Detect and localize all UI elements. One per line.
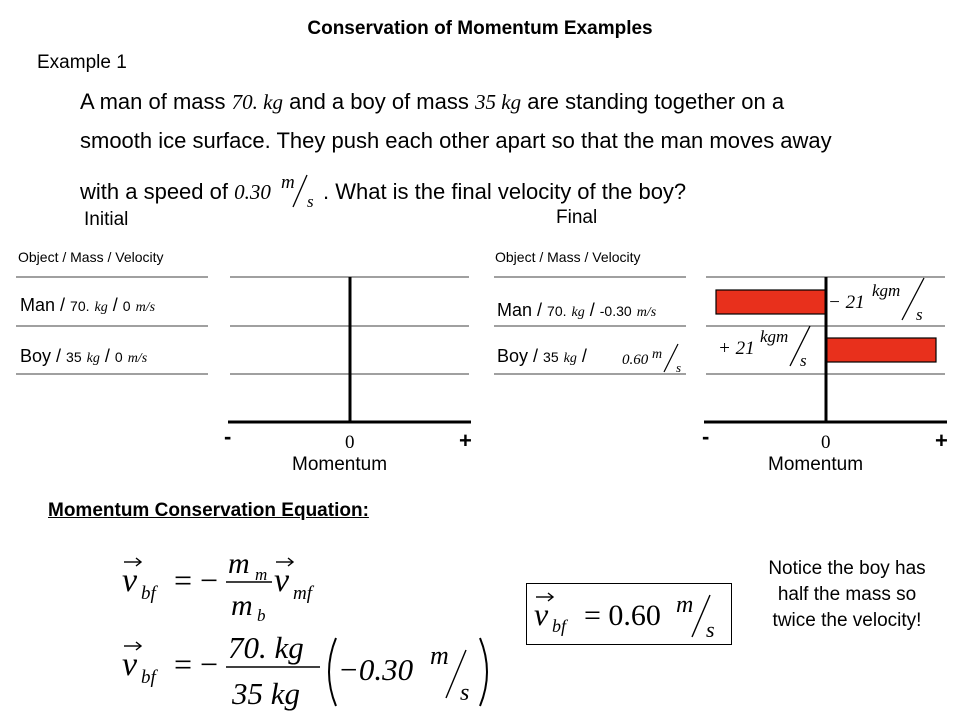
- equation-1: [110, 545, 370, 625]
- result-value: = 0.60: [584, 599, 661, 632]
- rhs-symbol: v: [274, 562, 290, 599]
- mass-unit: kg: [94, 300, 108, 315]
- result-equation: [528, 585, 728, 643]
- mass-value: 70.: [547, 303, 567, 319]
- denominator: 35 kg: [232, 676, 301, 711]
- final-momentum-chart: [702, 272, 952, 472]
- lhs-symbol: v: [122, 646, 138, 683]
- unit-denominator: s: [306, 192, 314, 211]
- separator: /: [576, 346, 587, 366]
- unit-numerator: kgm: [760, 327, 789, 346]
- problem-text: and a boy of mass: [289, 89, 469, 114]
- equals-minus: = −: [174, 646, 219, 682]
- mass-unit: kg: [86, 351, 100, 366]
- separator: /: [528, 346, 544, 366]
- separator: /: [55, 295, 71, 315]
- plus-sign: +: [459, 428, 472, 453]
- zero-label: 0: [345, 432, 355, 453]
- note-text: Notice the boy has half the mass so twice the velocity!: [768, 558, 926, 631]
- unit-denominator: s: [706, 617, 715, 642]
- velocity-value: -0.30: [599, 303, 632, 319]
- separator: /: [51, 346, 67, 366]
- velocity-value: 0: [114, 349, 123, 365]
- object-name: Boy: [497, 346, 529, 366]
- mass-value: 70.: [70, 298, 90, 314]
- example-label: Example 1: [37, 52, 127, 73]
- velocity-unit: m/s: [127, 351, 148, 366]
- boy-momentum-label: [718, 326, 810, 370]
- final-column-header: Object / Mass / Velocity: [495, 249, 641, 265]
- man-momentum-label: [828, 278, 924, 324]
- problem-text: A man of mass: [80, 89, 226, 114]
- unit-numerator: m: [676, 592, 694, 618]
- object-name: Man: [20, 295, 56, 315]
- unit-denominator: s: [916, 305, 923, 324]
- page-title: Conservation of Momentum Examples: [307, 18, 653, 39]
- object-name: Boy: [20, 346, 52, 366]
- right-paren: [480, 638, 487, 706]
- minus-sign: -: [702, 424, 710, 449]
- velocity-unit: m/s: [135, 300, 156, 315]
- separator: /: [107, 295, 123, 315]
- unit-numerator: m: [280, 172, 295, 193]
- unit-numerator: kgm: [872, 281, 901, 300]
- separator: /: [532, 300, 548, 320]
- unit-numerator: m: [430, 641, 449, 670]
- lhs-symbol: v: [534, 596, 549, 632]
- boy-mass-value: 35 kg: [475, 90, 522, 114]
- problem-text: are standing together on a: [527, 89, 785, 114]
- zero-label: 0: [821, 432, 831, 453]
- initial-column-header: Object / Mass / Velocity: [18, 249, 164, 265]
- denominator-subscript: b: [257, 606, 266, 625]
- problem-text: . What is the final velocity of the boy?: [322, 179, 687, 204]
- speed-value: 0.30: [234, 180, 271, 204]
- lhs-subscript: bf: [552, 616, 567, 636]
- unit-denominator: s: [460, 680, 470, 706]
- problem-line-2: smooth ice surface. They push each other apart so that the man moves away: [80, 128, 832, 153]
- paren-value: −0.30: [338, 652, 414, 687]
- velocity-unit: m/s: [636, 305, 657, 320]
- velocity-value: 0.60: [622, 352, 649, 368]
- mass-value: 35: [543, 349, 559, 365]
- problem-text: with a speed of: [80, 179, 228, 204]
- boy-final-velocity: [620, 340, 688, 376]
- separator: /: [584, 300, 600, 320]
- equals-minus: = −: [174, 562, 219, 598]
- object-name: Man: [497, 300, 533, 320]
- left-paren: [329, 638, 336, 706]
- mass-value: 35: [66, 349, 82, 365]
- mass-unit: kg: [563, 351, 577, 366]
- unit-denominator: s: [676, 360, 682, 375]
- momentum-value: + 21: [718, 338, 755, 359]
- numerator-subscript: m: [255, 565, 268, 584]
- momentum-bar-boy: [826, 338, 936, 362]
- numerator: m: [228, 547, 250, 580]
- lhs-subscript: bf: [141, 667, 156, 688]
- lhs-subscript: bf: [141, 583, 156, 604]
- velocity-value: 0: [122, 298, 131, 314]
- lhs-symbol: v: [122, 562, 138, 599]
- initial-momentum-chart: [226, 272, 476, 472]
- initial-header: Initial: [84, 209, 129, 230]
- denominator: m: [231, 589, 253, 622]
- momentum-bar-man: [716, 290, 826, 314]
- equation-2: [110, 626, 510, 720]
- final-axis-label: Momentum: [768, 454, 864, 475]
- unit-numerator: m: [652, 347, 663, 362]
- initial-axis-label: Momentum: [292, 454, 388, 475]
- momentum-value: − 21: [828, 292, 865, 313]
- rhs-subscript: mf: [293, 583, 312, 604]
- unit-denominator: s: [800, 351, 807, 370]
- plus-sign: +: [935, 428, 948, 453]
- final-header: Final: [556, 207, 598, 228]
- equation-header: Momentum Conservation Equation:: [48, 500, 369, 521]
- mass-unit: kg: [571, 305, 585, 320]
- man-mass-value: 70. kg: [231, 90, 283, 114]
- final-row-man: [497, 300, 656, 321]
- final-row-boy: [497, 346, 587, 367]
- separator: /: [99, 346, 115, 366]
- numerator: 70. kg: [228, 630, 304, 665]
- minus-sign: -: [224, 424, 232, 449]
